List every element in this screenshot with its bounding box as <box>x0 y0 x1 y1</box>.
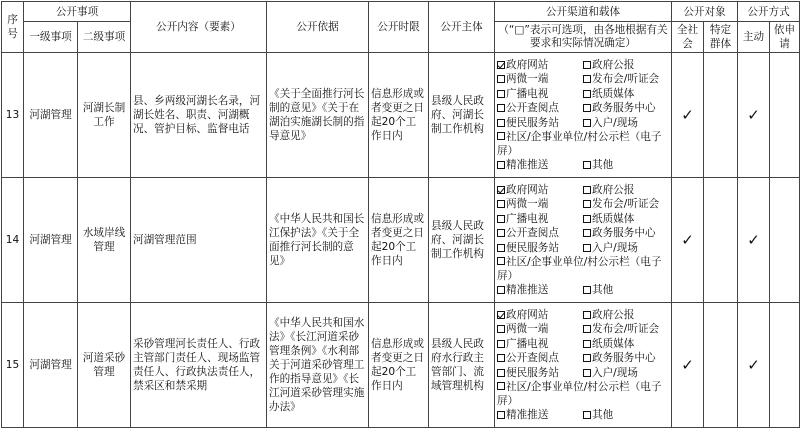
header-content: 公开内容（要素） <box>131 2 267 53</box>
header-target: 公开对象 <box>672 2 738 22</box>
checkbox-icon <box>583 340 591 348</box>
channel-tv: 广播电视 <box>506 212 549 225</box>
channel-door-site: 入户/现场 <box>592 116 638 129</box>
checkbox-icon <box>497 325 505 333</box>
channel-query-point: 公开查阅点 <box>506 352 559 365</box>
level1-cell: 河湖管理 <box>24 178 78 303</box>
channel-other: 其他 <box>592 409 614 422</box>
channel-gov-site: 政府网站 <box>506 308 549 321</box>
method-request-cell <box>770 53 800 178</box>
channel-service-center: 政务服务中心 <box>592 227 656 240</box>
channel-door-site: 入户/现场 <box>592 366 638 379</box>
channel-bulletin: 社区/企事业单位/村公示栏（电子屏） <box>497 131 662 157</box>
checkbox-icon <box>497 119 505 127</box>
method-request-cell <box>770 303 800 428</box>
target-all-check-icon: ✓ <box>672 53 704 178</box>
header-matters: 公开事项 <box>24 2 131 22</box>
checkbox-icon <box>583 354 591 362</box>
header-seq: 序号 <box>2 2 24 53</box>
checkbox-icon <box>497 340 505 348</box>
header-method-request: 依申请 <box>770 22 800 53</box>
channel-gov-gazette: 政府公报 <box>592 183 635 196</box>
time-limit-cell: 信息形成或者变更之日起20个工作日内 <box>369 178 429 303</box>
channel-precise: 精准推送 <box>506 284 549 297</box>
basis-cell: 《中华人民共和国水法》《长江河道采砂管理条例》《水利部关于河道采砂管理工作的指导意见》《长江河道采砂管理实施办法》 <box>267 303 369 428</box>
checkbox-checked-icon <box>497 311 505 319</box>
channels-cell <box>495 303 672 428</box>
checkbox-icon <box>497 132 505 140</box>
checkbox-icon <box>583 325 591 333</box>
channel-query-point: 公开查阅点 <box>506 102 559 115</box>
seq-cell: 14 <box>2 178 24 303</box>
basis-cell: 《关于全面推行河长制的意见》《关于在湖泊实施湖长制的指导意见》 <box>267 53 369 178</box>
seq-cell: 13 <box>2 53 24 178</box>
seq-cell: 15 <box>2 303 24 428</box>
channel-press: 发布会/听证会 <box>592 73 660 86</box>
channel-two-micro: 两微一端 <box>506 323 549 336</box>
checkbox-icon <box>583 90 591 98</box>
checkbox-icon <box>497 75 505 83</box>
header-target-all: 全社会 <box>672 22 704 53</box>
content-cell: 河湖管理范围 <box>131 178 267 303</box>
checkbox-icon <box>583 161 591 169</box>
checkbox-icon <box>583 200 591 208</box>
checkbox-icon <box>497 257 505 265</box>
checkbox-icon <box>583 286 591 294</box>
level1-cell: 河湖管理 <box>24 303 78 428</box>
checkbox-checked-icon <box>497 61 505 69</box>
checkbox-checked-icon <box>497 186 505 194</box>
checkbox-icon <box>497 286 505 294</box>
channel-paper: 纸质媒体 <box>592 337 635 350</box>
channel-convenience: 便民服务站 <box>506 366 559 379</box>
checkbox-icon <box>583 61 591 69</box>
time-limit-cell: 信息形成或者变更之日起20个工作日内 <box>369 53 429 178</box>
checkbox-icon <box>497 90 505 98</box>
checkbox-icon <box>583 215 591 223</box>
target-specific-cell <box>704 303 738 428</box>
header-time-limit: 公开时限 <box>369 2 429 53</box>
method-active-check-icon: ✓ <box>738 178 770 303</box>
channel-paper: 纸质媒体 <box>592 212 635 225</box>
time-limit-cell: 信息形成或者变更之日起20个工作日内 <box>369 303 429 428</box>
header-target-specific: 特定群体 <box>704 22 738 53</box>
channel-convenience: 便民服务站 <box>506 116 559 129</box>
channel-paper: 纸质媒体 <box>592 87 635 100</box>
checkbox-icon <box>583 75 591 83</box>
method-active-check-icon: ✓ <box>738 303 770 428</box>
channel-service-center: 政务服务中心 <box>592 352 656 365</box>
checkbox-icon <box>583 369 591 377</box>
header-basis: 公开依据 <box>267 2 369 53</box>
channel-convenience: 便民服务站 <box>506 241 559 254</box>
checkbox-icon <box>497 104 505 112</box>
header-channels-title: 公开渠道和载体 <box>495 2 672 22</box>
channel-bulletin: 社区/企事业单位/村公示栏（电子屏） <box>497 381 662 407</box>
checkbox-icon <box>497 369 505 377</box>
channel-service-center: 政务服务中心 <box>592 102 656 115</box>
checkbox-icon <box>583 229 591 237</box>
subject-cell: 县级人民政府、河湖长制工作机构 <box>429 53 495 178</box>
checkbox-icon <box>497 411 505 419</box>
level1-cell: 河湖管理 <box>24 53 78 178</box>
channel-tv: 广播电视 <box>506 337 549 350</box>
channel-gov-site: 政府网站 <box>506 58 549 71</box>
channels-cell <box>495 178 672 303</box>
checkbox-icon <box>497 354 505 362</box>
checkbox-icon <box>497 215 505 223</box>
header-channels-note: （“□”表示可选项，由各地根据有关要求和实际情况确定） <box>495 22 672 53</box>
channel-press: 发布会/听证会 <box>592 198 660 211</box>
channel-tv: 广播电视 <box>506 87 549 100</box>
channel-precise: 精准推送 <box>506 409 549 422</box>
target-specific-cell <box>704 178 738 303</box>
basis-cell: 《中华人民共和国长江保护法》《关于全面推行河长制的意见》 <box>267 178 369 303</box>
channel-press: 发布会/听证会 <box>592 323 660 336</box>
checkbox-icon <box>583 104 591 112</box>
channel-gov-site: 政府网站 <box>506 183 549 196</box>
method-active-check-icon: ✓ <box>738 53 770 178</box>
header-level2: 二级事项 <box>78 22 131 53</box>
checkbox-icon <box>497 229 505 237</box>
method-request-cell <box>770 178 800 303</box>
content-cell: 采砂管理河长责任人、行政主管部门责任人、现场监管责任人、行政执法责任人，禁采区和禁采期 <box>131 303 267 428</box>
subject-cell: 县级人民政府水行政主管部门、流域管理机构 <box>429 303 495 428</box>
checkbox-icon <box>583 244 591 252</box>
checkbox-icon <box>583 186 591 194</box>
channel-door-site: 入户/现场 <box>592 241 638 254</box>
level2-cell: 河道采砂管理 <box>78 303 131 428</box>
target-all-check-icon: ✓ <box>672 178 704 303</box>
checkbox-icon <box>583 119 591 127</box>
channels-cell <box>495 53 672 178</box>
subject-cell: 县级人民政府、河湖长制工作机构 <box>429 178 495 303</box>
checkbox-icon <box>497 244 505 252</box>
level2-cell: 水域岸线管理 <box>78 178 131 303</box>
header-method-active: 主动 <box>738 22 770 53</box>
target-specific-cell <box>704 53 738 178</box>
channel-other: 其他 <box>592 159 614 172</box>
channel-other: 其他 <box>592 284 614 297</box>
level2-cell: 河湖长制工作 <box>78 53 131 178</box>
header-subject: 公开主体 <box>429 2 495 53</box>
channel-query-point: 公开查阅点 <box>506 227 559 240</box>
header-method: 公开方式 <box>738 2 800 22</box>
channel-two-micro: 两微一端 <box>506 73 549 86</box>
target-all-check-icon: ✓ <box>672 303 704 428</box>
content-cell: 县、乡两级河湖长名录，河湖长姓名、职责、河湖概况、管护目标、监督电话 <box>131 53 267 178</box>
header-row-1 <box>2 2 800 22</box>
channel-two-micro: 两微一端 <box>506 198 549 211</box>
checkbox-icon <box>497 161 505 169</box>
checkbox-icon <box>497 200 505 208</box>
channel-gov-gazette: 政府公报 <box>592 58 635 71</box>
table-row <box>2 303 800 428</box>
channel-gov-gazette: 政府公报 <box>592 308 635 321</box>
disclosure-table <box>1 1 800 428</box>
table-row <box>2 178 800 303</box>
channel-precise: 精准推送 <box>506 159 549 172</box>
table-row <box>2 53 800 178</box>
header-level1: 一级事项 <box>24 22 78 53</box>
checkbox-icon <box>583 311 591 319</box>
checkbox-icon <box>497 382 505 390</box>
checkbox-icon <box>583 411 591 419</box>
channel-bulletin: 社区/企事业单位/村公示栏（电子屏） <box>497 256 662 282</box>
